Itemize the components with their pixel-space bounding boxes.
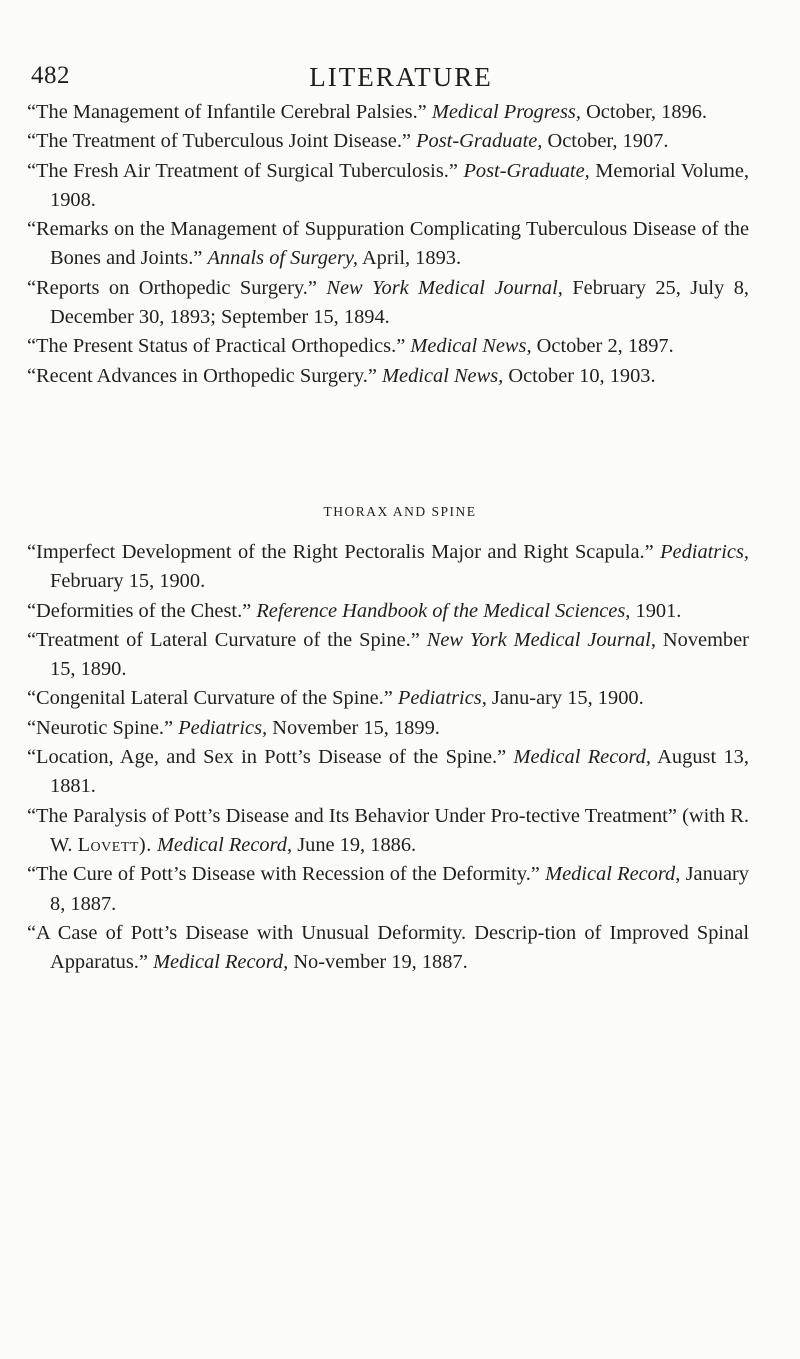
entry-journal: New York Medical Journal, bbox=[326, 276, 563, 299]
bibliography-entry bbox=[27, 684, 749, 713]
running-head: LITERATURE bbox=[309, 62, 493, 92]
entry-details: February 15, 1900. bbox=[50, 570, 206, 593]
bibliography-list-general bbox=[27, 98, 749, 391]
bibliography-entry bbox=[27, 157, 749, 216]
bibliography-entry bbox=[27, 274, 749, 333]
entry-journal: Medical News, bbox=[410, 335, 532, 358]
entry-details: Memorial Volume, 1908. bbox=[50, 159, 749, 211]
bibliography-entry bbox=[27, 362, 749, 391]
bibliography-entry bbox=[27, 860, 749, 919]
entry-details: August 13, 1881. bbox=[50, 746, 749, 798]
entry-details: No-vember 19, 1887. bbox=[293, 951, 468, 974]
entry-title: “The Cure of Pott’s Disease with Recession of the Deformity.” bbox=[27, 863, 540, 886]
entry-details: November 15, 1890. bbox=[50, 628, 749, 681]
entry-title: “The Fresh Air Treatment of Surgical Tuberculosis.” bbox=[27, 159, 458, 182]
entry-title: “Neurotic Spine.” bbox=[27, 716, 174, 739]
entry-journal: Medical News, bbox=[382, 364, 504, 387]
bibliography-entry bbox=[27, 597, 749, 626]
bibliography-entry bbox=[27, 215, 749, 274]
bibliography-entry bbox=[27, 919, 749, 978]
entry-journal: Post-Graduate, bbox=[463, 159, 590, 182]
entry-journal: Pediatrics, bbox=[178, 716, 268, 739]
entry-title: “Imperfect Development of the Right Pectoralis Major and Right Scapula.” bbox=[27, 541, 654, 563]
entry-title: “Deformities of the Chest.” bbox=[27, 599, 252, 622]
entry-title: “Recent Advances in Orthopedic Surgery.” bbox=[27, 364, 377, 387]
entry-details: October 2, 1897. bbox=[536, 335, 674, 358]
entry-details: April, 1893. bbox=[361, 247, 462, 270]
entry-details: October, 1907. bbox=[547, 130, 669, 153]
bibliography-entry bbox=[27, 626, 749, 685]
entry-author: Lovett). bbox=[77, 833, 152, 856]
entry-journal: Medical Record, bbox=[545, 863, 681, 886]
entry-details: November 15, 1899. bbox=[272, 716, 440, 739]
entry-journal: Medical Record, bbox=[513, 746, 651, 769]
entry-title: “The Treatment of Tuberculous Joint Disease.” bbox=[27, 130, 411, 153]
entry-title: “The Present Status of Practical Orthopedics.” bbox=[27, 335, 406, 358]
entry-title: “The Management of Infantile Cerebral Palsies.” bbox=[27, 101, 427, 123]
entry-journal: Annals of Surgery, bbox=[207, 247, 358, 270]
entry-details: October 10, 1903. bbox=[508, 364, 656, 387]
section-heading: THORAX AND SPINE bbox=[323, 504, 477, 519]
entry-details: June 19, 1886. bbox=[297, 833, 417, 856]
bibliography-entry bbox=[27, 127, 749, 156]
entry-journal: Medical Progress, bbox=[431, 101, 581, 123]
entry-details: Janu-ary 15, 1900. bbox=[491, 687, 644, 710]
entry-details: January 8, 1887. bbox=[50, 863, 749, 915]
entry-title: “Reports on Orthopedic Surgery.” bbox=[27, 276, 317, 299]
entry-journal: Post-Graduate, bbox=[416, 130, 543, 153]
entry-journal: Pediatrics, bbox=[397, 687, 487, 710]
bibliography-entry bbox=[27, 802, 749, 861]
entry-title: “Congenital Lateral Curvature of the Spine.” bbox=[27, 687, 393, 710]
bibliography-entry bbox=[27, 332, 749, 361]
entry-details: October, 1896. bbox=[586, 101, 708, 123]
page-number: 482 bbox=[31, 62, 70, 89]
bibliography-entry bbox=[27, 743, 749, 802]
entry-title: “A Case of Pott’s Disease with Unusual Deformity. Descrip-tion of Improved Spinal Apparatus.” bbox=[27, 921, 749, 974]
entry-journal: Medical Record, bbox=[153, 951, 289, 974]
entry-details: February 25, July 8, December 30, 1893; September 15, 1894. bbox=[50, 276, 749, 329]
entry-title: “Remarks on the Management of Suppuration Complicating Tuberculous Disease of the Bones and Joints.” bbox=[27, 218, 749, 270]
bibliography-list-thorax-spine bbox=[27, 538, 749, 977]
entry-title: “Treatment of Lateral Curvature of the Spine.” bbox=[27, 628, 420, 651]
bibliography-entry bbox=[27, 714, 749, 743]
page-header bbox=[31, 62, 771, 96]
entry-journal: Medical Record, bbox=[156, 833, 293, 856]
entry-title: “The Paralysis of Pott’s Disease and Its Behavior Under Pro-tective Treatment” (with R. W. bbox=[27, 804, 749, 856]
entry-details: 1901. bbox=[635, 599, 682, 622]
entry-journal: Reference Handbook of the Medical Sciences, bbox=[256, 599, 631, 622]
entry-journal: New York Medical Journal, bbox=[426, 628, 656, 651]
bibliography-entry bbox=[27, 538, 749, 597]
entry-title: “Location, Age, and Sex in Pott’s Disease of the Spine.” bbox=[27, 746, 507, 769]
entry-journal: Pediatrics, bbox=[660, 541, 749, 563]
bibliography-entry bbox=[27, 98, 749, 127]
